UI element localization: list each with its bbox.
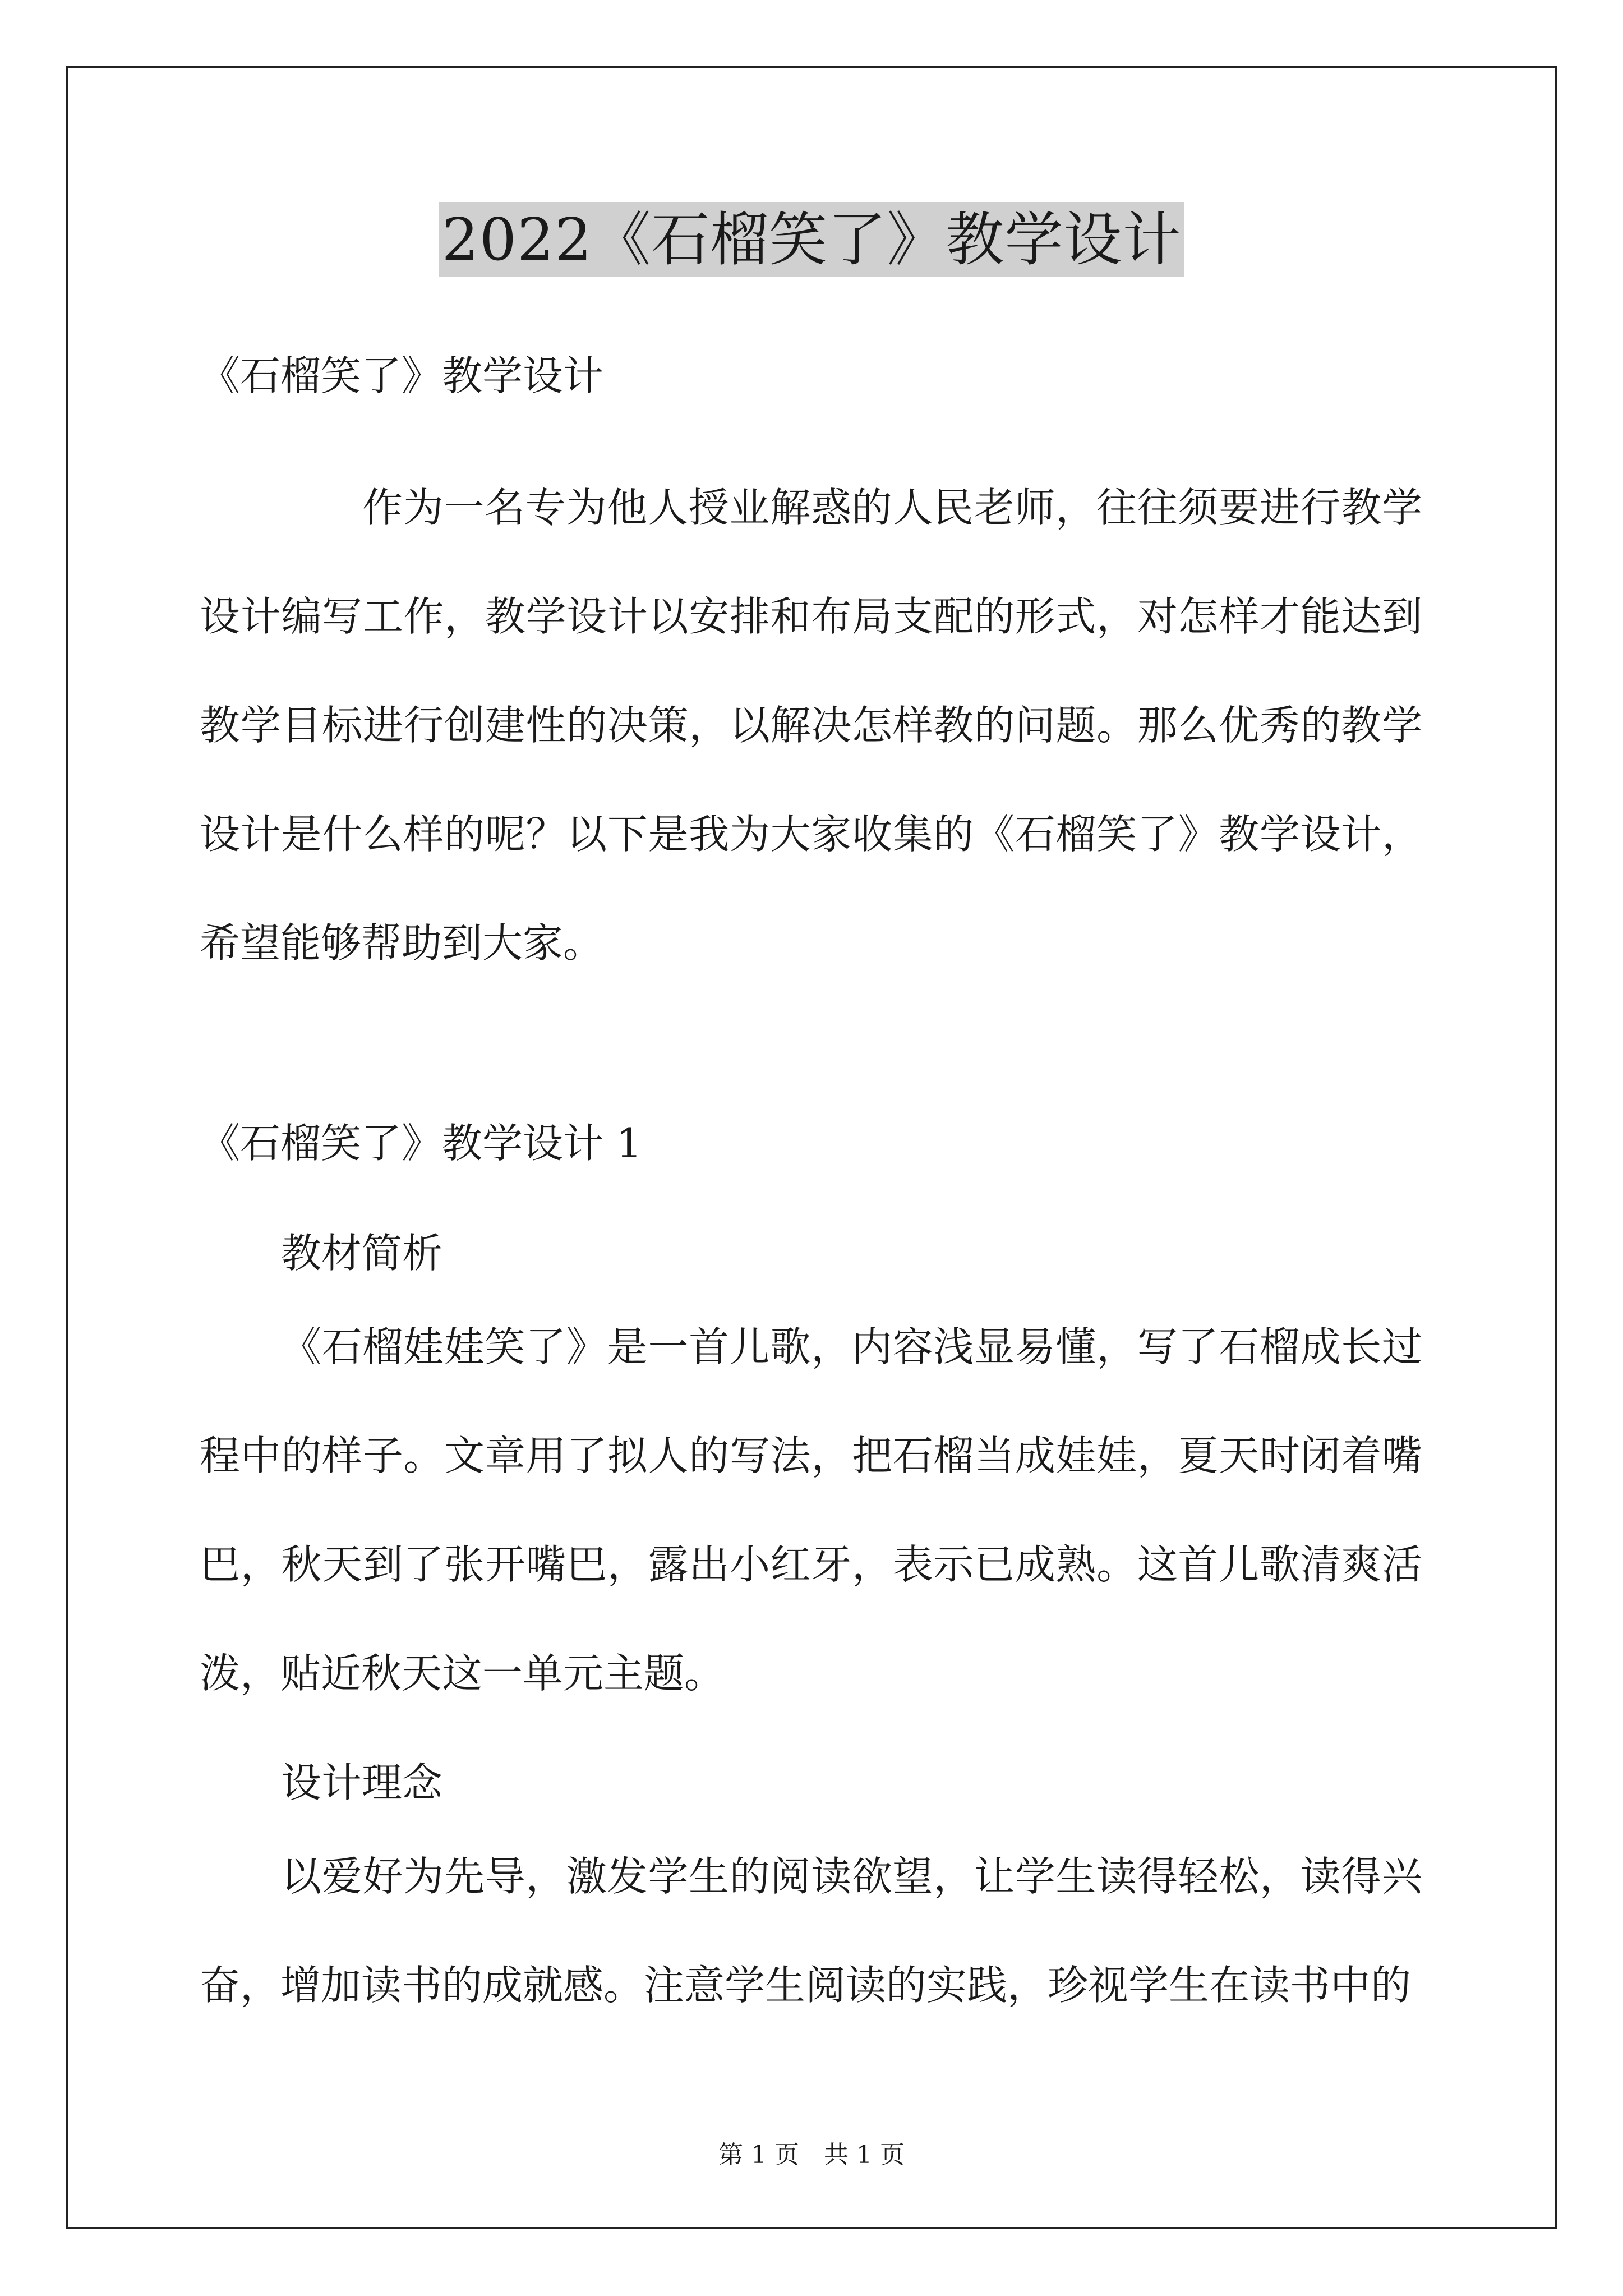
- concept-paragraph: 以爱好为先导，激发学生的阅读欲望，让学生读得轻松，读得兴奋，增加读书的成就感。注意学生阅读的实践，珍视学生在读书中的: [200, 1853, 1422, 2009]
- subtitle: 《石榴笑了》教学设计: [200, 352, 604, 399]
- intro-text: 作为一名专为他人授业解惑的人民老师，往往须要进行教学设计编写工作，教学设计以安排和布局支配的形式，对怎样才能达到教学目标进行创建性的决策，以解决怎样教的问题。那么优秀的教学设计是什么样的呢？以下是我为大家收集的《石榴笑了》教学设计，希望能够帮助到大家。: [200, 484, 1422, 967]
- title-wrap: [0, 202, 1623, 277]
- analysis-heading: 教材简析: [281, 1230, 443, 1277]
- document-body: [200, 348, 1422, 2040]
- intro-paragraph: [200, 453, 1422, 997]
- analysis-paragraph: 《石榴娃娃笑了》是一首儿歌，内容浅显易懂，写了石榴成长过程中的样子。文章用了拟人的写法，把石榴当成娃娃，夏天时闭着嘴巴，秋天到了张开嘴巴，露出小红牙，表示已成熟。这首儿歌清爽活泼，贴近秋天这一单元主题。: [200, 1323, 1422, 1697]
- section-heading: 《石榴笑了》教学设计 1: [200, 1120, 642, 1167]
- concept-heading: 设计理念: [281, 1759, 443, 1806]
- document-title: 2022《石榴笑了》教学设计: [439, 202, 1185, 277]
- page-footer: 第 1 页 共 1 页: [718, 2141, 905, 2169]
